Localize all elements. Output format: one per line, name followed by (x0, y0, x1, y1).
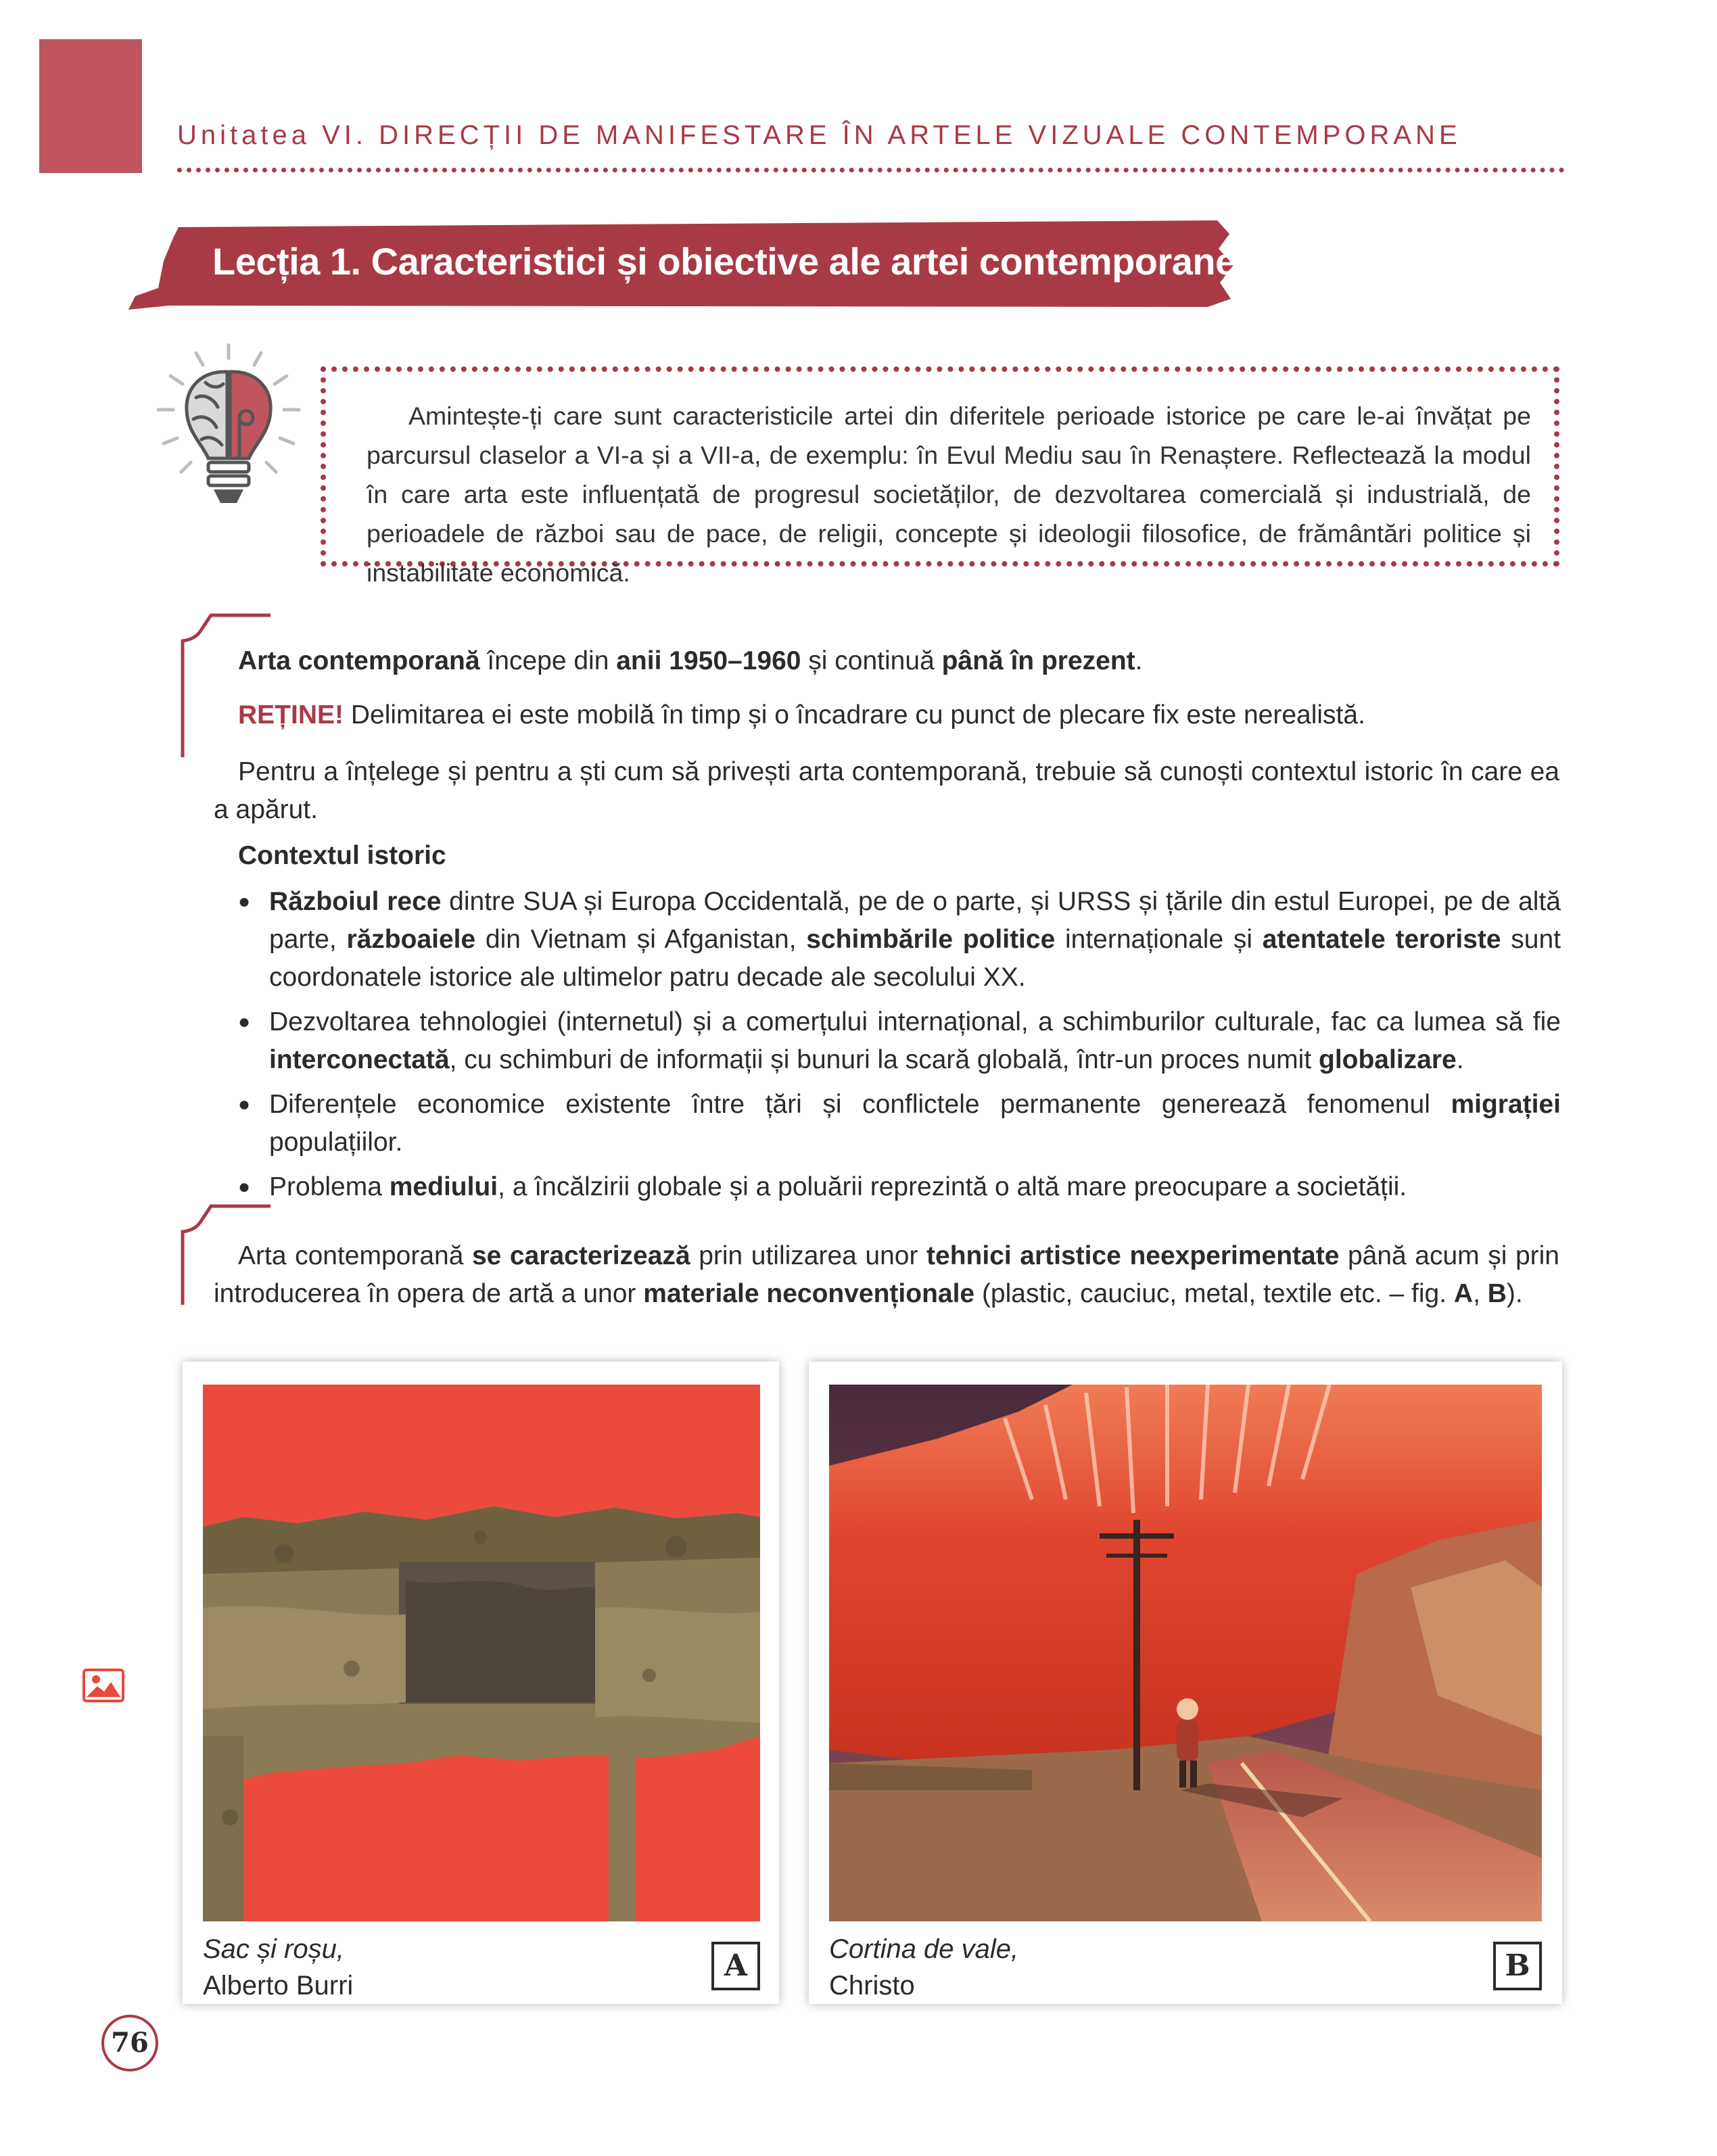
figure-a-artwork (203, 1385, 760, 1921)
text-run: internaționale și (1055, 925, 1263, 954)
text-run: din Vietnam și Afganistan, (475, 925, 807, 954)
bold-term: globalizare (1319, 1045, 1457, 1074)
term-years: anii 1950–1960 (616, 646, 801, 675)
image-icon (83, 1669, 124, 1702)
figure-b-artist: Christo (829, 1971, 915, 2001)
bold-term: Războiul rece (269, 887, 442, 916)
retine-label: REȚINE! (238, 700, 344, 729)
bold-term: materiale neconvenționale (643, 1279, 975, 1308)
lesson-title: Lecția 1. Caracteristici și obiective ale artei contemporane (212, 240, 1236, 283)
context-heading: Contextul istoric (238, 841, 446, 870)
brain-lightbulb-icon (154, 343, 303, 512)
paragraph-context-intro: Pentru a înțelege și pentru a ști cum să privești arta contemporană, trebuie să cunoști contextul istoric în care ea a apărut. (214, 757, 1559, 824)
text-run: (plastic, cauciuc, metal, textile etc. – fig. (974, 1279, 1454, 1308)
list-item (238, 1003, 1561, 1079)
bold-term: războaiele (346, 925, 476, 954)
text-run: Delimitarea ei este mobilă în timp și o încadrare cu punct de plecare fix este nerealistă. (344, 700, 1365, 729)
list-item (238, 883, 1561, 997)
figure-a-label: A (711, 1942, 760, 1990)
figure-b-photo (829, 1385, 1542, 1921)
bold-term: atentatele teroriste (1262, 925, 1501, 954)
text-run: . (1456, 1045, 1464, 1074)
list-item (238, 1168, 1561, 1206)
paragraph-characteristics (214, 1237, 1559, 1313)
text-run: începe din (479, 646, 617, 675)
figure-b-label: B (1493, 1942, 1542, 1990)
figure-a-caption (203, 1931, 353, 2004)
paragraph-definition (238, 642, 1142, 680)
text-run: sunt coordonatele istorice ale ultimelor patru decade ale secolului XX. (269, 925, 1561, 992)
paragraph-retine (238, 696, 1365, 734)
text-run: până acum și prin introducerea în opera de artă a unor (214, 1241, 1559, 1308)
figure-a-artist: Alberto Burri (203, 1971, 354, 2001)
text-run: dintre SUA și Europa Occidentală, pe de o parte, și URSS și țările din estul Europei, pe de altă parte, (269, 887, 1561, 954)
text-run: ). (1506, 1279, 1523, 1308)
fig-ref-b: B (1487, 1279, 1507, 1308)
text-run: . (1135, 646, 1143, 675)
text-run: , a încălzirii globale și a poluării reprezintă o altă mare preocupare a societății. (498, 1172, 1407, 1201)
context-bullet-list (238, 883, 1561, 1213)
figure-a-title: Sac și roșu, (203, 1934, 344, 1964)
text-run: Problema (269, 1172, 390, 1201)
term-arta-contemporana: Arta contemporană (238, 646, 480, 675)
bold-term: mediului (389, 1172, 498, 1201)
lesson-banner (128, 220, 1235, 310)
unit-header: Unitatea VI. DIRECȚII DE MANIFESTARE ÎN ARTELE VIZUALE CONTEMPORANE (177, 120, 1461, 150)
text-run: populațiilor. (269, 1128, 403, 1157)
text-run: , cu schimburi de informații și bunuri la scară globală, într-un proces numit (449, 1045, 1319, 1074)
bold-term: tehnici artistice neexperimentate (926, 1241, 1340, 1270)
fig-ref-a: A (1453, 1279, 1474, 1308)
figure-b-caption (829, 1931, 1018, 2004)
figure-a-frame (183, 1362, 779, 2004)
page-number: 76 (101, 2015, 158, 2071)
figure-b-frame (809, 1362, 1562, 2004)
figure-b-title: Cortina de vale, (829, 1934, 1019, 1964)
recall-text: Amintește-ți care sunt caracteristicile artei din diferitele perioade istorice pe care le-ai învățat pe parcursul claselor a VI-a și a VII-a, de exemplu: în Evul Mediu sau în Renaștere. Reflectează la modul în care arta este influențată de progresul societăților, de dezvoltarea comercială și industrială, de perioadele de război sau de pace, de religii, concepte și ideologii filosofice, de frământări politice și instabilitate economică. (367, 402, 1531, 587)
text-run: , (1473, 1279, 1488, 1308)
bracket-marker-1 (173, 613, 273, 760)
text-run: și continuă (801, 646, 942, 675)
text-run: Arta contemporană (238, 1241, 472, 1270)
text-run: Diferențele economice existente între țări și conflictele permanente generează fenomenul (269, 1090, 1451, 1119)
header-dotted-rule (177, 168, 1565, 172)
text-run: Dezvoltarea tehnologiei (internetul) și a comerțului internațional, a schimburilor culturale, fac ca lumea să fie (269, 1007, 1561, 1036)
recall-box (321, 366, 1559, 587)
term-present: până în prezent (941, 646, 1135, 675)
bold-term: schimbările politice (806, 925, 1056, 954)
bold-term: interconectată (269, 1045, 450, 1074)
bold-term: se caracterizează (471, 1241, 690, 1270)
text-run: prin utilizarea unor (690, 1241, 927, 1270)
list-item (238, 1086, 1561, 1161)
corner-tab (39, 39, 142, 173)
bold-term: migrației (1451, 1090, 1561, 1119)
